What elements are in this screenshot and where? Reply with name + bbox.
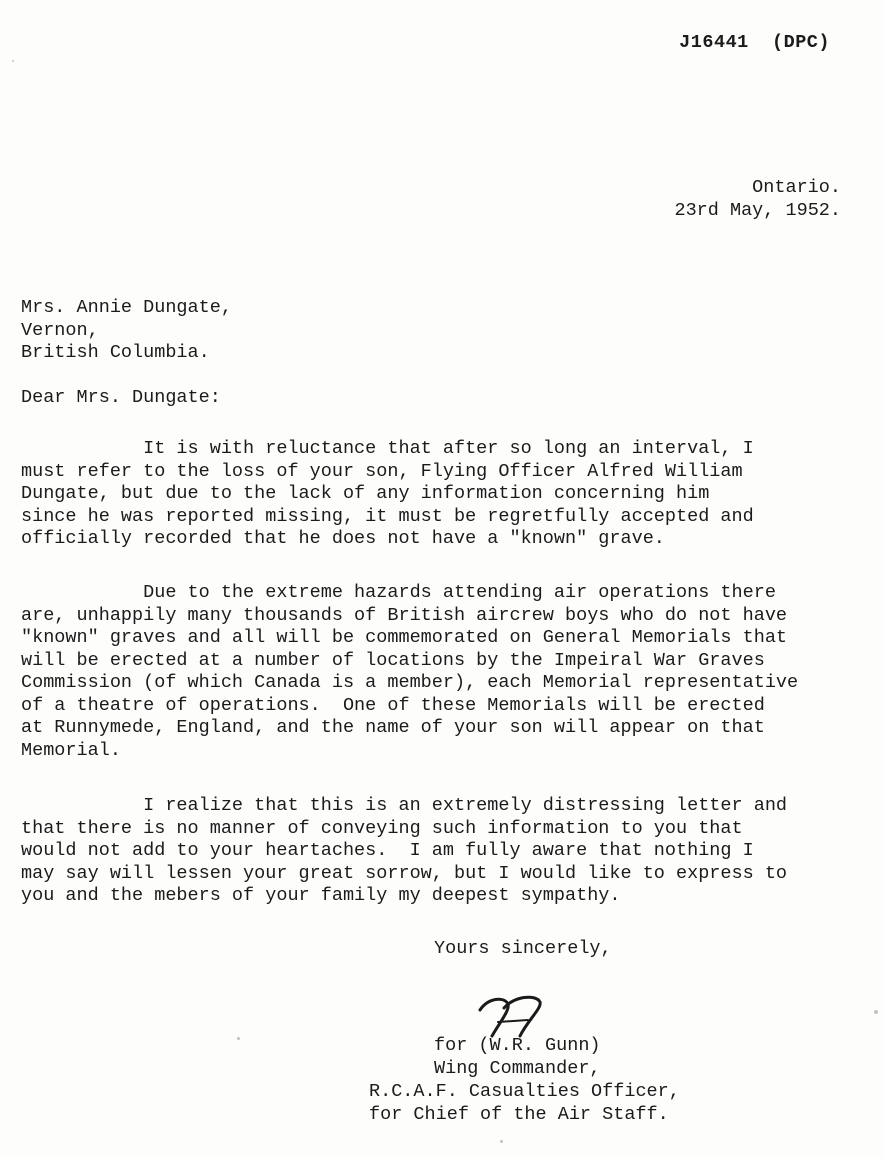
- paragraph-line: Dungate, but due to the lack of any information concerning him: [21, 483, 710, 504]
- salutation: Dear Mrs. Dungate:: [21, 387, 221, 408]
- paragraph-line: will be erected at a number of locations by the Impeiral War Graves: [21, 649, 765, 671]
- paragraph-line: "known" graves and all will be commemorated on General Memorials that: [21, 627, 788, 648]
- paragraph-line: Due to the extreme hazards attending air operations there: [21, 582, 776, 603]
- paragraph-line: of a theatre of operations. One of these Memorials will be erected: [21, 694, 765, 716]
- scan-speck: [237, 1037, 240, 1040]
- signatory-name: for (W.R. Gunn): [434, 1035, 601, 1056]
- closing: Yours sincerely,: [434, 938, 612, 959]
- paragraph-line: you and the mebers of your family my deepest sympathy.: [21, 885, 621, 906]
- sender-location: Ontario.: [752, 177, 841, 198]
- letter-date: 23rd May, 1952.: [674, 200, 841, 221]
- paragraph-line: officially recorded that he does not have a "known" grave.: [21, 528, 665, 549]
- paragraph-line: Memorial.: [21, 739, 121, 761]
- paragraph-line: Commission (of which Canada is a member), each Memorial representative: [21, 672, 799, 693]
- paragraph-line: must refer to the loss of your son, Flying Officer Alfred William: [21, 460, 743, 482]
- signatory-title: R.C.A.F. Casualties Officer,: [369, 1081, 680, 1102]
- paragraph-line: are, unhappily many thousands of British aircrew boys who do not have: [21, 604, 788, 626]
- paragraph-2: [21, 582, 851, 762]
- scan-speck: [500, 1140, 503, 1143]
- paragraph-1: [21, 438, 851, 551]
- recipient-name: Mrs. Annie Dungate,: [21, 297, 232, 318]
- reference-number: J16441 (DPC): [679, 32, 830, 53]
- paragraph-line: at Runnymede, England, and the name of your son will appear on that: [21, 717, 765, 738]
- paragraph-line: I realize that this is an extremely distressing letter and: [21, 795, 788, 816]
- paragraph-line: that there is no manner of conveying such information to you that: [21, 817, 743, 839]
- signatory-rank: Wing Commander,: [434, 1058, 601, 1079]
- signatory-office: for Chief of the Air Staff.: [369, 1104, 669, 1125]
- recipient-city: Vernon,: [21, 320, 99, 341]
- paragraph-line: It is with reluctance that after so long an interval, I: [21, 438, 754, 459]
- scan-speck: [12, 60, 14, 62]
- paragraph-line: may say will lessen your great sorrow, but I would like to express to: [21, 862, 788, 884]
- paragraph-line: since he was reported missing, it must be regretfully accepted and: [21, 505, 754, 527]
- recipient-province: British Columbia.: [21, 342, 210, 363]
- paragraph-line: would not add to your heartaches. I am fully aware that nothing I: [21, 840, 754, 861]
- scan-speck: [874, 1010, 878, 1014]
- paragraph-3: [21, 795, 851, 908]
